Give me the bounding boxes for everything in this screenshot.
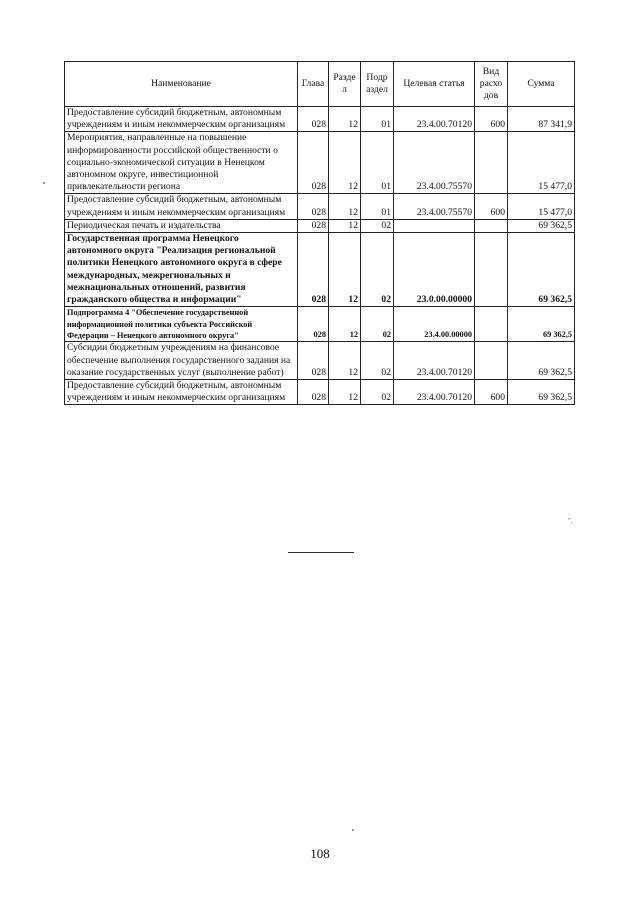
- cell-vid: [475, 307, 508, 342]
- cell-target: 23.4.00.70120: [394, 107, 475, 132]
- table-row: [65, 342, 575, 380]
- cell-razdel: 12: [329, 219, 361, 232]
- cell-target: 23.4.00.70120: [394, 380, 475, 405]
- cell-vid: [475, 219, 508, 232]
- cell-glava: 028: [298, 307, 329, 342]
- header-podrazdel: Подр аздел: [361, 62, 394, 107]
- cell-vid: 600: [475, 194, 508, 219]
- cell-sum: 69 362,5: [508, 233, 575, 307]
- cell-glava: 028: [298, 219, 329, 232]
- cell-name: Предоставление субсидий бюджетным, автономным учреждениям и иным некоммерческим организациям: [65, 380, 298, 405]
- cell-glava: 028: [298, 380, 329, 405]
- page-number: 108: [310, 846, 330, 861]
- cell-podrazdel: 02: [361, 233, 394, 307]
- cell-name: Периодическая печать и издательства: [65, 219, 298, 232]
- table-row: [65, 307, 575, 342]
- cell-glava: 028: [298, 342, 329, 380]
- cell-sum: 69 362,5: [508, 307, 575, 342]
- cell-podrazdel: 02: [361, 219, 394, 232]
- cell-sum: 69 362,5: [508, 380, 575, 405]
- cell-name: Субсидии бюджетным учреждениям на финансовое обеспечение выполнения государственного задания на оказание государственных услуг (выполнение работ): [65, 342, 298, 380]
- cell-razdel: 12: [329, 132, 361, 194]
- scan-speck: [43, 182, 45, 184]
- header-razdel: Разде л: [329, 62, 361, 107]
- cell-name: Государственная программа Ненецкого автономного округа "Реализация региональной политики Ненецкого автономного округа в сфере международных, межрегиональных и межнациональных отношений, развития гражданского общества и информации": [65, 233, 298, 307]
- cell-sum: 69 362,5: [508, 342, 575, 380]
- cell-razdel: 12: [329, 107, 361, 132]
- header-row: [65, 62, 575, 107]
- table-row: [65, 107, 575, 132]
- cell-target: 23.4.00.70120: [394, 342, 475, 380]
- cell-sum: 15 477,0: [508, 194, 575, 219]
- cell-podrazdel: 02: [361, 307, 394, 342]
- cell-vid: 600: [475, 380, 508, 405]
- end-quote-mark: ".: [568, 517, 573, 525]
- cell-vid: [475, 342, 508, 380]
- cell-podrazdel: 02: [361, 342, 394, 380]
- cell-razdel: 12: [329, 194, 361, 219]
- header-glava: Глава: [298, 62, 329, 107]
- cell-vid: [475, 132, 508, 194]
- cell-razdel: 12: [329, 233, 361, 307]
- cell-podrazdel: 01: [361, 107, 394, 132]
- header-sum: Сумма: [508, 62, 575, 107]
- cell-glava: 028: [298, 132, 329, 194]
- header-target: Целевая статья: [394, 62, 475, 107]
- cell-sum: 87 341,9: [508, 107, 575, 132]
- table-row: [65, 233, 575, 307]
- cell-razdel: 12: [329, 342, 361, 380]
- table-row: [65, 194, 575, 219]
- cell-glava: 028: [298, 233, 329, 307]
- table-row: [65, 132, 575, 194]
- cell-name: Мероприятия, направленные на повышение информированности российской общественности о социально-экономической ситуации в Ненецком автономном округе, инвестиционной привлекательности региона: [65, 132, 298, 194]
- separator-line: [288, 552, 354, 553]
- cell-glava: 028: [298, 107, 329, 132]
- cell-podrazdel: 01: [361, 132, 394, 194]
- header-name: Наименование: [65, 62, 298, 107]
- cell-target: 23.0.00.00000: [394, 233, 475, 307]
- cell-podrazdel: 02: [361, 380, 394, 405]
- scan-speck: [352, 829, 354, 831]
- cell-sum: 69 362,5: [508, 219, 575, 232]
- cell-name: Подпрограмма 4 "Обеспечение государственной информационной политики субъекта Российской Федерации – Ненецкого автономного округа": [65, 307, 298, 342]
- cell-target: 23.4.00.00000: [394, 307, 475, 342]
- cell-vid: 600: [475, 107, 508, 132]
- table-row: [65, 219, 575, 232]
- cell-target: [394, 219, 475, 232]
- cell-name: Предоставление субсидий бюджетным, автономным учреждениям и иным некоммерческим организациям: [65, 107, 298, 132]
- cell-razdel: 12: [329, 380, 361, 405]
- cell-razdel: 12: [329, 307, 361, 342]
- cell-name: Предоставление субсидий бюджетным, автономным учреждениям и иным некоммерческим организациям: [65, 194, 298, 219]
- cell-podrazdel: 01: [361, 194, 394, 219]
- budget-table: [64, 61, 575, 405]
- header-vid: Вид расхо дов: [475, 62, 508, 107]
- cell-vid: [475, 233, 508, 307]
- cell-sum: 15 477,0: [508, 132, 575, 194]
- table-row: [65, 380, 575, 405]
- cell-target: 23.4.00.75570: [394, 132, 475, 194]
- cell-glava: 028: [298, 194, 329, 219]
- cell-target: 23.4.00.75570: [394, 194, 475, 219]
